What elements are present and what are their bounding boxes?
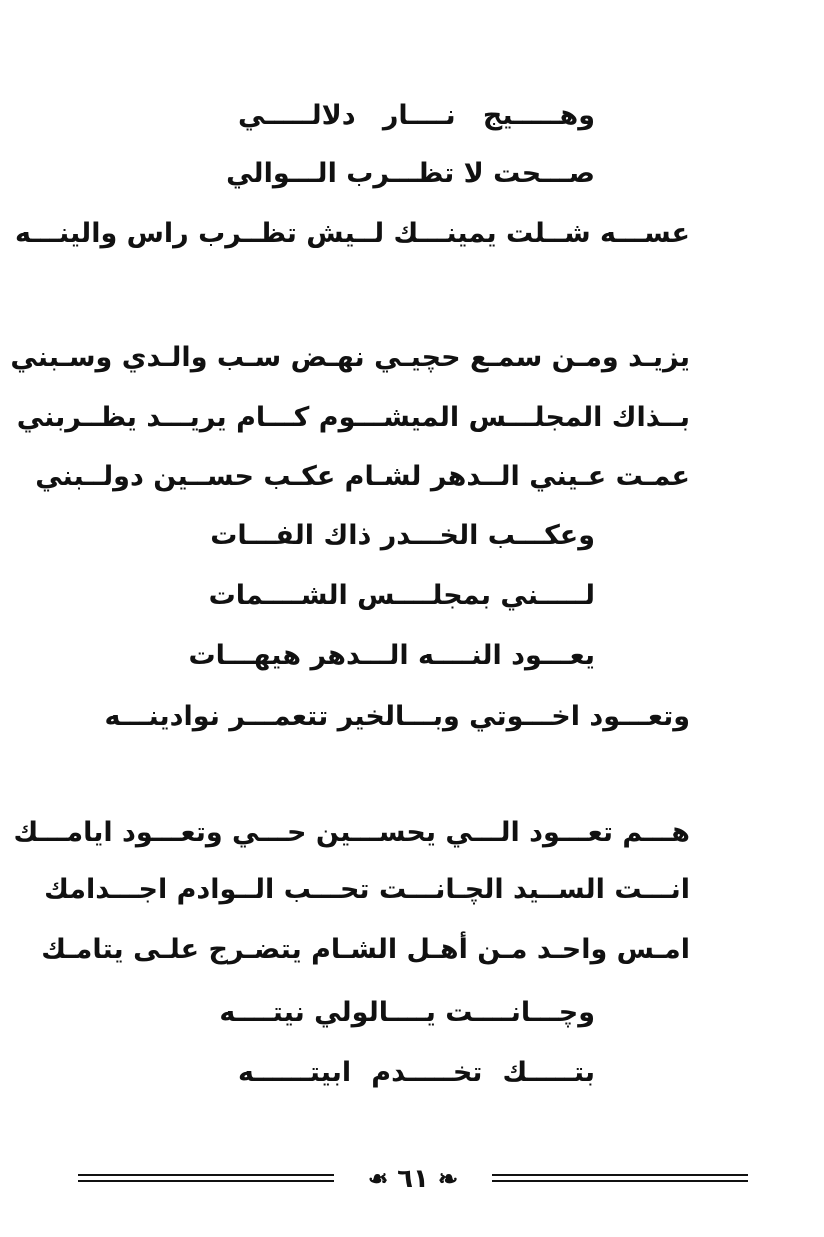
- page-number-block: [348, 1164, 478, 1194]
- poem-line-14: وچـــانــــت يــــالولي نيتــــه: [219, 997, 595, 1028]
- poem-line-4: يزيـد ومـن سمـع حچيـي نهـض سـب والـدي وسـبني: [10, 342, 690, 373]
- poem-line-3: عســـه شــلت يمينـــك لــيش تظــرب راس والينـــه: [14, 218, 690, 249]
- ornament-right-icon: ❧: [437, 1164, 459, 1193]
- poem-line-13: امـس واحـد مـن أهـل الشـام يتضـرج علـى يتامـك: [41, 934, 690, 965]
- poem-line-9: يعـــود النــــه الـــدهر هيهـــات: [188, 640, 595, 671]
- page-number: ٦١: [397, 1164, 429, 1194]
- poem-line-15: بتـــــك تخـــــدم ابيتــــــه: [238, 1057, 595, 1088]
- poem-line-6: عمـت عـيني الــدهر لشـام عكـب حســين دولــبني: [35, 461, 690, 492]
- poem-line-5: بــذاك المجلـــس الميشـــوم كـــام يريـــد يظــربني: [16, 402, 690, 433]
- footer-rule-right: [492, 1174, 748, 1182]
- ornament-left-icon: ❧: [367, 1164, 389, 1193]
- poem-line-10: وتعـــود اخـــوتي وبـــالخير تتعمـــر نوادينـــه: [104, 701, 690, 732]
- poem-line-11: هـــم تعـــود الـــي يحســـين حـــي وتعـــود ايامـــك: [13, 817, 690, 848]
- footer-rule-left: [78, 1174, 334, 1182]
- poem-line-1: وهـــــيج نــــار دلالـــــي: [238, 100, 595, 131]
- poem-line-12: انـــت الســيد الچـانـــت تحـــب الــوادم اجـــدامك: [44, 874, 690, 905]
- poem-line-7: وعكـــب الخـــدر ذاك الفـــات: [210, 520, 595, 551]
- page-footer: [78, 1166, 748, 1196]
- poem-line-2: صـــحت لا تظـــرب الـــوالي: [226, 158, 595, 189]
- poem-line-8: لـــــني بمجلــــس الشــــمات: [208, 580, 595, 611]
